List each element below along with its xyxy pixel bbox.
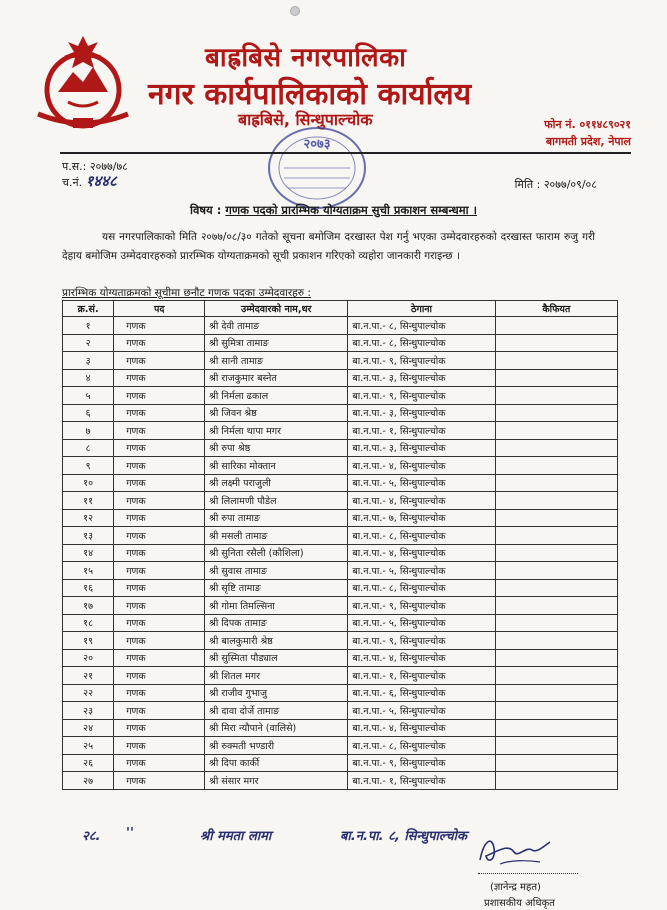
candidate-name-cell: श्री मिरा न्यौपाने (वालिसे): [205, 719, 348, 737]
address-cell: बा.न.पा.- ८, सिन्धुपाल्चोक: [348, 317, 495, 335]
serial-number-cell: १३: [63, 527, 114, 545]
post-cell: गणक: [114, 492, 205, 510]
post-cell: गणक: [114, 719, 205, 737]
notice-body: यस नगरपालिकाको मिति २०७७/०८/३० गतेको सूचना बमोजिम दरखास्त पेश गर्नु भएका उम्मेदवारहरुको दरखास्त फाराम रुजु गरी देहाय बमोजिम उम्मेदवारहरुको प्रारम्भिक योग्यताक्रमको सूची प्रकाशन गरिएको व्यहोरा जानकारी गराइन्छ ।: [62, 231, 595, 262]
remarks-cell: [495, 614, 617, 632]
table-row: [63, 737, 618, 755]
serial-number-cell: ११: [63, 492, 114, 510]
table-row: [63, 772, 618, 790]
table-row: [63, 474, 618, 492]
post-cell: गणक: [114, 614, 205, 632]
address-cell: बा.न.पा.- ८, सिन्धुपाल्चोक: [348, 334, 495, 352]
table-row: [63, 422, 618, 440]
table-row: [63, 387, 618, 405]
table-row: [63, 719, 618, 737]
post-cell: गणक: [114, 544, 205, 562]
remarks-cell: [495, 334, 617, 352]
post-cell: गणक: [114, 422, 205, 440]
serial-number-cell: १: [63, 317, 114, 335]
serial-number-cell: २१: [63, 667, 114, 685]
serial-number-cell: १४: [63, 544, 114, 562]
remarks-cell: [495, 702, 617, 720]
post-cell: गणक: [114, 667, 205, 685]
serial-number-cell: २२: [63, 684, 114, 702]
table-row: [63, 509, 618, 527]
signature-line: [478, 873, 578, 874]
post-cell: गणक: [114, 527, 205, 545]
column-header: पद: [114, 301, 205, 317]
list-caption: प्रारम्भिक योग्यताक्रमको सूचीमा छनौट गणक पदका उम्मेदवारहरु :: [62, 287, 311, 299]
serial-number-cell: १८: [63, 614, 114, 632]
candidate-name-cell: श्री दिपक तामाङ: [205, 614, 348, 632]
serial-number-cell: १७: [63, 597, 114, 615]
candidate-name-cell: श्री सृष्टि तामाङ: [205, 579, 348, 597]
address-cell: बा.न.पा.- ७, सिन्धुपाल्चोक: [348, 509, 495, 527]
post-cell: गणक: [114, 439, 205, 457]
candidate-name-cell: श्री बालकुमारी श्रेष्ठ: [205, 632, 348, 650]
serial-number-cell: ३: [63, 352, 114, 370]
post-cell: गणक: [114, 649, 205, 667]
remarks-cell: [495, 439, 617, 457]
subject-line: [0, 203, 667, 218]
table-header-row: [63, 301, 618, 317]
candidate-name-cell: श्री राजकुमार बस्नेत: [205, 369, 348, 387]
serial-number-cell: २६: [63, 754, 114, 772]
remarks-cell: [495, 684, 617, 702]
fiscal-year: प.स.: २०७७/७८: [62, 160, 128, 173]
office-title: नगर कार्यपालिकाको कार्यालय: [148, 77, 472, 112]
address-cell: बा.न.पा.- ४, सिन्धुपाल्चोक: [348, 492, 495, 510]
post-cell: गणक: [114, 387, 205, 405]
remarks-cell: [495, 352, 617, 370]
remarks-cell: [495, 387, 617, 405]
post-cell: गणक: [114, 597, 205, 615]
post-cell: गणक: [114, 684, 205, 702]
serial-number-cell: ६: [63, 404, 114, 422]
column-header: ठेगाना: [348, 301, 495, 317]
candidate-name-cell: श्री लिलामणी पौडेल: [205, 492, 348, 510]
post-cell: गणक: [114, 369, 205, 387]
table-row: [63, 439, 618, 457]
candidate-name-cell: श्री शितल मगर: [205, 667, 348, 685]
table-row: [63, 562, 618, 580]
post-cell: गणक: [114, 474, 205, 492]
remarks-cell: [495, 597, 617, 615]
table-row: [63, 702, 618, 720]
candidate-name-cell: श्री सुनिता रसैली (कौशिला): [205, 544, 348, 562]
post-cell: गणक: [114, 632, 205, 650]
candidate-name-cell: श्री संसार मगर: [205, 772, 348, 790]
candidate-name-cell: श्री दावा दोर्जे तामाङ: [205, 702, 348, 720]
post-cell: गणक: [114, 579, 205, 597]
table-row: [63, 317, 618, 335]
remarks-cell: [495, 544, 617, 562]
candidate-name-cell: श्री रुपा श्रेष्ठ: [205, 439, 348, 457]
candidate-table: [62, 300, 618, 790]
post-cell: गणक: [114, 702, 205, 720]
column-header: क्र.सं.: [63, 301, 114, 317]
table-row: [63, 579, 618, 597]
remarks-cell: [495, 369, 617, 387]
address-cell: बा.न.पा.- ९, सिन्धुपाल्चोक: [348, 597, 495, 615]
column-header: कैफियत: [495, 301, 617, 317]
address-cell: बा.न.पा.- ८, सिन्धुपाल्चोक: [348, 737, 495, 755]
address-cell: बा.न.पा.- ४, सिन्धुपाल्चोक: [348, 649, 495, 667]
subject-label: विषय :: [190, 203, 222, 217]
serial-number-cell: २५: [63, 737, 114, 755]
dispatch-value: १४४८: [85, 172, 117, 190]
address-cell: बा.न.पा.- ९, सिन्धुपाल्चोक: [348, 754, 495, 772]
candidate-name-cell: श्री जिवन श्रेष्ठ: [205, 404, 348, 422]
address-cell: बा.न.पा.- ५, सिन्धुपाल्चोक: [348, 474, 495, 492]
officer-title: प्रशासकीय अधिकृत: [484, 898, 555, 909]
candidate-name-cell: श्री रुपा तामाङ: [205, 509, 348, 527]
address-cell: बा.न.पा.- ५, सिन्धुपाल्चोक: [348, 614, 495, 632]
serial-number-cell: २: [63, 334, 114, 352]
remarks-cell: [495, 579, 617, 597]
serial-number-cell: १०: [63, 474, 114, 492]
post-cell: गणक: [114, 404, 205, 422]
address-cell: बा.न.पा.- ४, सिन्धुपाल्चोक: [348, 544, 495, 562]
serial-number-cell: १९: [63, 632, 114, 650]
remarks-cell: [495, 527, 617, 545]
table-row: [63, 544, 618, 562]
stamp-year: २०७३: [303, 137, 331, 152]
subject-text: गणक पदको प्रारम्भिक योग्यताक्रम सुची प्रकाशन सम्बन्धमा ।: [225, 203, 477, 217]
serial-number-cell: ९: [63, 457, 114, 475]
candidate-name-cell: श्री सुमित्रा तामाङ: [205, 334, 348, 352]
remarks-cell: [495, 474, 617, 492]
table-row: [63, 667, 618, 685]
office-stamp: [262, 118, 372, 214]
serial-number-cell: ५: [63, 387, 114, 405]
table-row: [63, 404, 618, 422]
serial-number-cell: ८: [63, 439, 114, 457]
table-row: [63, 457, 618, 475]
remarks-cell: [495, 772, 617, 790]
address-cell: बा.न.पा.- ३, सिन्धुपाल्चोक: [348, 439, 495, 457]
post-cell: गणक: [114, 562, 205, 580]
dispatch-number: [62, 174, 128, 190]
header-divider: [60, 152, 631, 154]
remarks-cell: [495, 317, 617, 335]
remarks-cell: [495, 404, 617, 422]
handwritten-serial: २८.: [82, 829, 101, 844]
post-cell: गणक: [114, 352, 205, 370]
table-row: [63, 369, 618, 387]
serial-number-cell: २३: [63, 702, 114, 720]
post-cell: गणक: [114, 772, 205, 790]
signature: [470, 830, 560, 870]
issue-date: मिति : २०७७/०९/०८: [514, 178, 597, 191]
candidate-name-cell: श्री सुवास तामाङ: [205, 562, 348, 580]
remarks-cell: [495, 562, 617, 580]
table-body: [63, 317, 618, 790]
table-row: [63, 632, 618, 650]
serial-number-cell: २०: [63, 649, 114, 667]
table-row: [63, 684, 618, 702]
remarks-cell: [495, 754, 617, 772]
serial-number-cell: २४: [63, 719, 114, 737]
address-cell: बा.न.पा.- ५, सिन्धुपाल्चोक: [348, 562, 495, 580]
serial-number-cell: १२: [63, 509, 114, 527]
remarks-cell: [495, 509, 617, 527]
dispatch-label: च.नं.: [62, 176, 83, 189]
nepal-emblem-icon: [28, 32, 138, 132]
table-row: [63, 649, 618, 667]
table-row: [63, 334, 618, 352]
address-cell: बा.न.पा.- ४, सिन्धुपाल्चोक: [348, 457, 495, 475]
address-cell: बा.न.पा.- १, सिन्धुपाल्चोक: [348, 772, 495, 790]
table-row: [63, 527, 618, 545]
candidate-name-cell: श्री सानी तामाङ: [205, 352, 348, 370]
serial-number-cell: २७: [63, 772, 114, 790]
table-row: [63, 492, 618, 510]
candidate-name-cell: श्री निर्मला ढकाल: [205, 387, 348, 405]
address-cell: बा.न.पा.- १, सिन्धुपाल्चोक: [348, 667, 495, 685]
handwritten-address: बा.न.पा. ८, सिन्धुपाल्चोक: [340, 829, 467, 844]
post-cell: गणक: [114, 334, 205, 352]
table-row: [63, 352, 618, 370]
candidate-name-cell: श्री सारिका मोक्तान: [205, 457, 348, 475]
post-cell: गणक: [114, 737, 205, 755]
address-cell: बा.न.पा.- ४, सिन्धुपाल्चोक: [348, 719, 495, 737]
candidate-name-cell: श्री सुस्मिता पौड्याल: [205, 649, 348, 667]
handwritten-post: '': [126, 826, 134, 841]
remarks-cell: [495, 719, 617, 737]
contact-block: [544, 116, 631, 150]
address-cell: बा.न.पा.- ९, सिन्धुपाल्चोक: [348, 352, 495, 370]
phone-number: फोन नं. ०११४८९०२१: [544, 118, 631, 131]
address-cell: बा.न.पा.- ५, सिन्धुपाल्चोक: [348, 702, 495, 720]
table-row: [63, 614, 618, 632]
address-cell: बा.न.पा.- ९, सिन्धुपाल्चोक: [348, 387, 495, 405]
location-title: बाह्रबिसे, सिन्धुपाल्चोक: [238, 110, 373, 129]
remarks-cell: [495, 632, 617, 650]
post-cell: गणक: [114, 317, 205, 335]
address-cell: बा.न.पा.- ९, सिन्धुपाल्चोक: [348, 632, 495, 650]
candidate-name-cell: श्री लक्ष्मी पराजुली: [205, 474, 348, 492]
address-cell: बा.न.पा.- ३, सिन्धुपाल्चोक: [348, 404, 495, 422]
reference-block: [62, 160, 128, 190]
municipality-title: बाह्रबिसे नगरपालिका: [205, 43, 407, 73]
post-cell: गणक: [114, 754, 205, 772]
address-cell: बा.न.पा.- १, सिन्धुपाल्चोक: [348, 422, 495, 440]
address-cell: बा.न.पा.- ३, सिन्धुपाल्चोक: [348, 369, 495, 387]
remarks-cell: [495, 492, 617, 510]
candidate-name-cell: श्री निर्मला थापा मगर: [205, 422, 348, 440]
remarks-cell: [495, 667, 617, 685]
remarks-cell: [495, 737, 617, 755]
handwritten-name: श्री ममता लामा: [200, 829, 272, 844]
candidate-name-cell: श्री राजीव गुभाजु: [205, 684, 348, 702]
candidate-name-cell: श्री दिपा कार्की: [205, 754, 348, 772]
serial-number-cell: १५: [63, 562, 114, 580]
remarks-cell: [495, 649, 617, 667]
remarks-cell: [495, 422, 617, 440]
post-cell: गणक: [114, 457, 205, 475]
remarks-cell: [495, 457, 617, 475]
table-row: [63, 754, 618, 772]
candidate-name-cell: श्री देवी तामाङ: [205, 317, 348, 335]
table-row: [63, 597, 618, 615]
post-cell: गणक: [114, 509, 205, 527]
address-cell: बा.न.पा.- ६, सिन्धुपाल्चोक: [348, 684, 495, 702]
address-cell: बा.न.पा.- ८, सिन्धुपाल्चोक: [348, 527, 495, 545]
serial-number-cell: १६: [63, 579, 114, 597]
officer-name: (ज्ञानेन्द्र महत): [490, 882, 541, 893]
pin-hole: [290, 6, 300, 16]
province-label: बागमती प्रदेश, नेपाल: [545, 135, 631, 148]
address-cell: बा.न.पा.- ८, सिन्धुपाल्चोक: [348, 579, 495, 597]
candidate-name-cell: श्री गोमा तिमल्सिना: [205, 597, 348, 615]
serial-number-cell: ४: [63, 369, 114, 387]
column-header: उम्मेदवारको नाम,थर: [205, 301, 348, 317]
candidate-name-cell: श्री मसली तामाङ: [205, 527, 348, 545]
serial-number-cell: ७: [63, 422, 114, 440]
candidate-name-cell: श्री रुक्मती भण्डारी: [205, 737, 348, 755]
